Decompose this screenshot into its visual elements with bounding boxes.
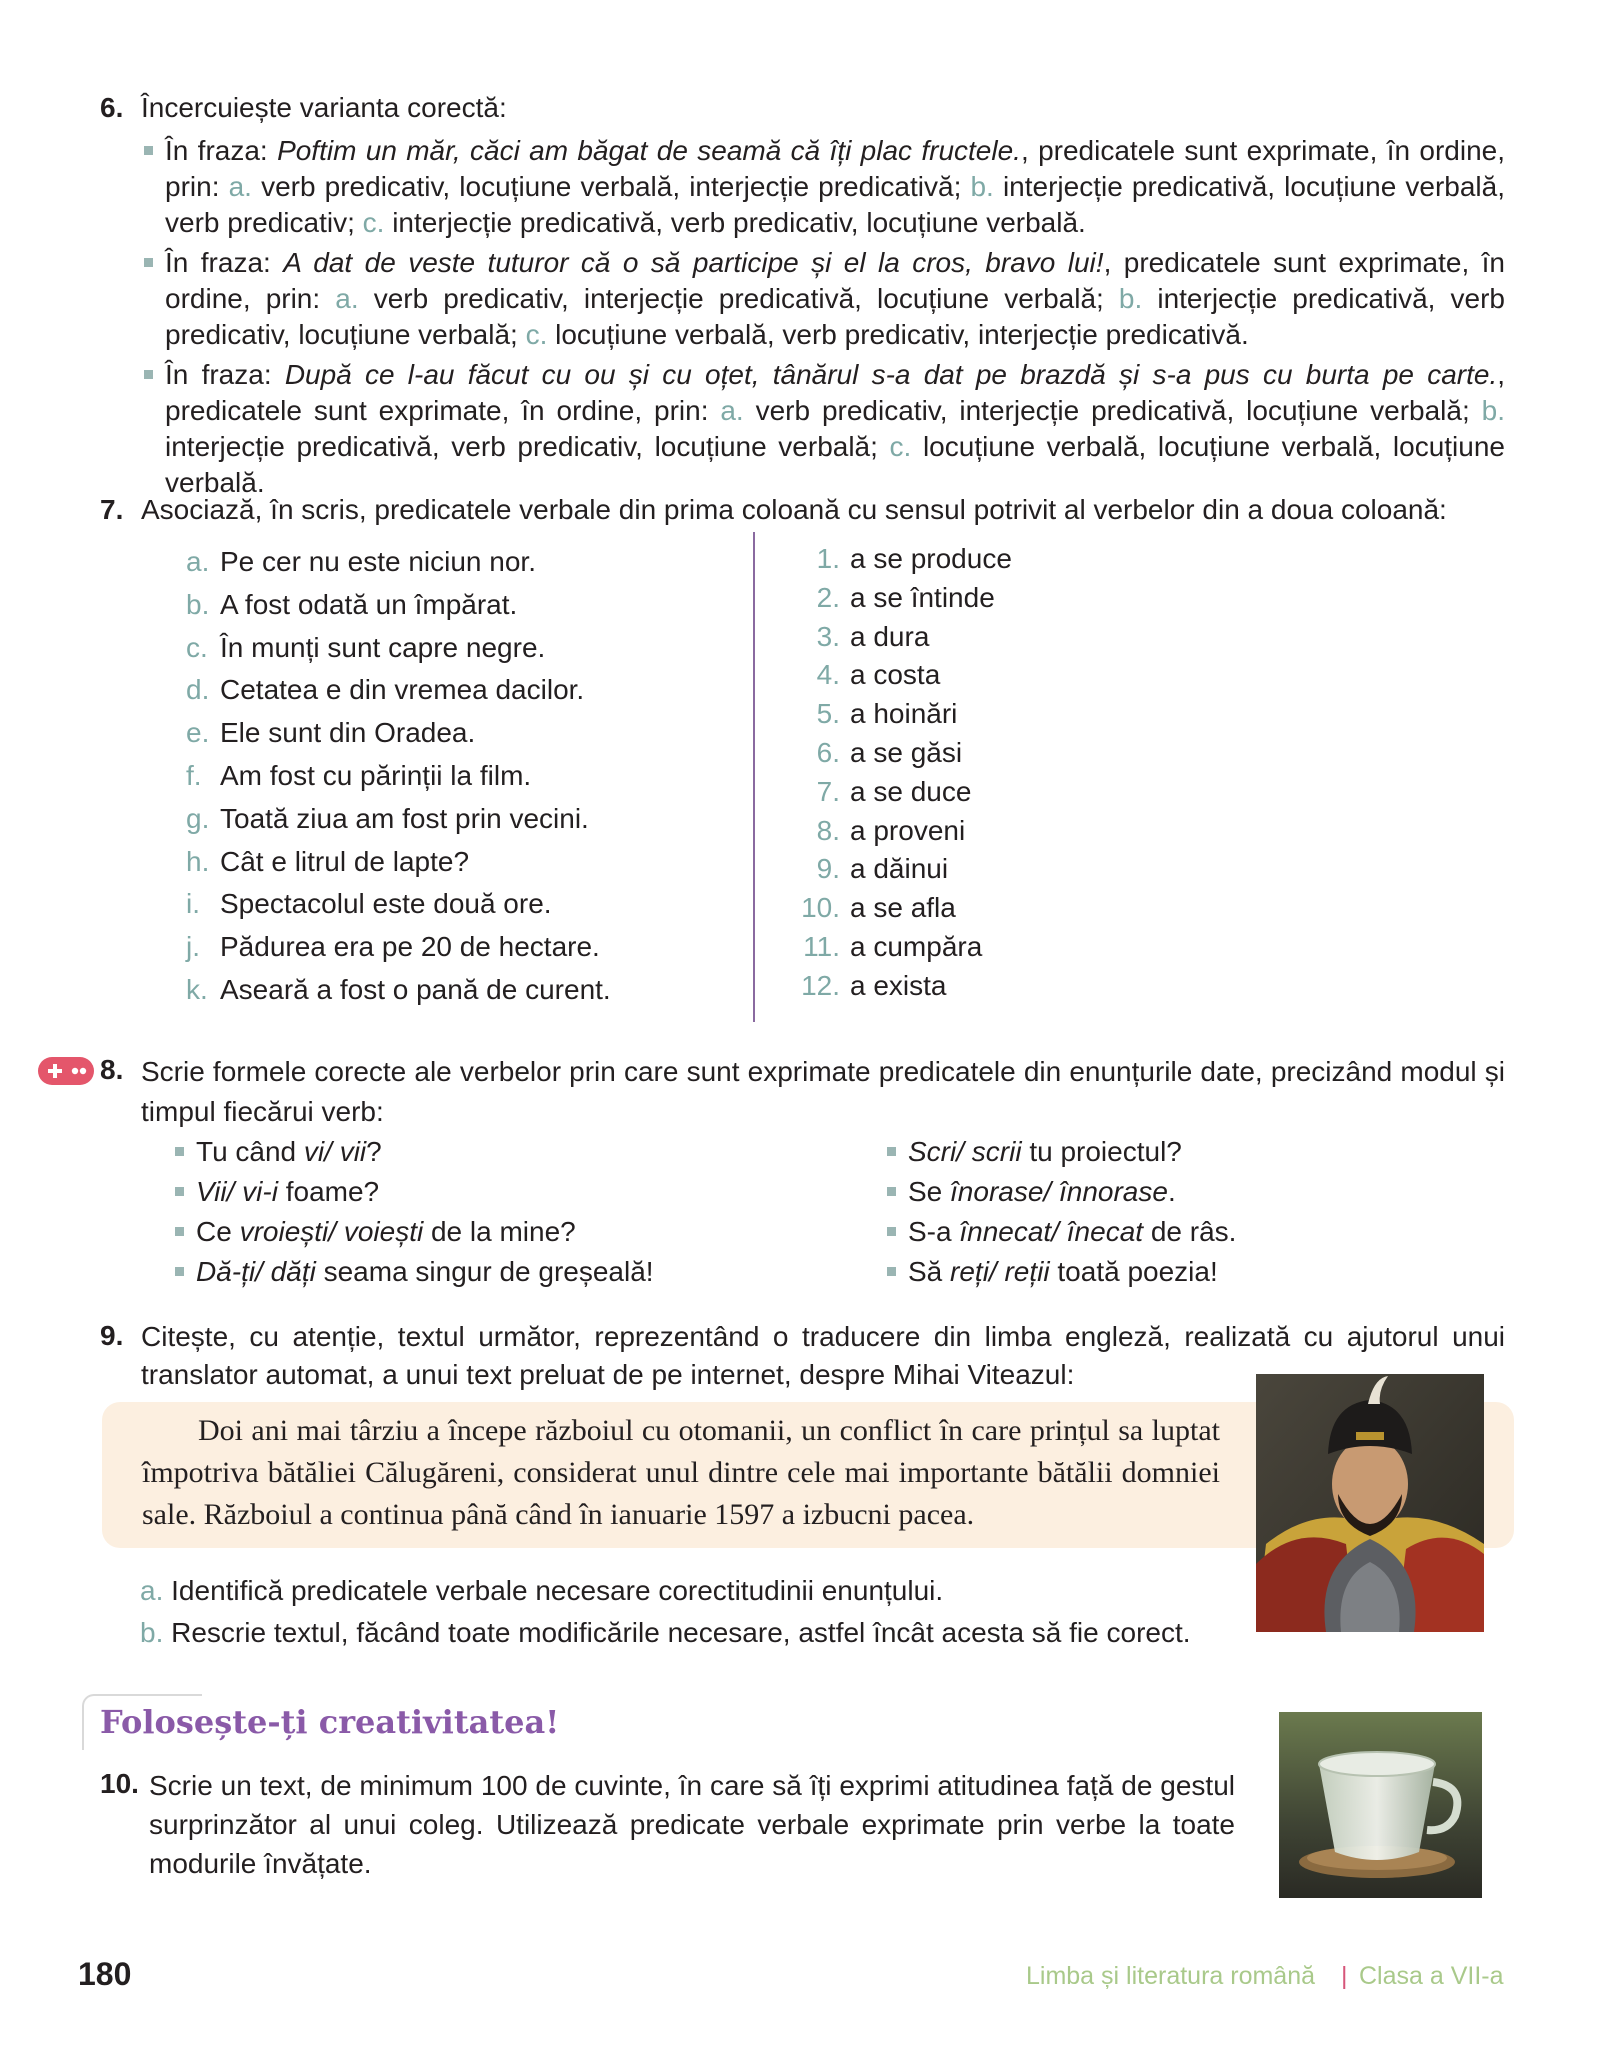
match-left-item: h. Cât e litrul de lapte? bbox=[186, 845, 470, 877]
footer-subject: Limba și literatura română bbox=[1026, 1962, 1316, 1990]
ex6-item-3: În fraza: După ce l-au făcut cu ou și cu oțet, tânărul s-a dat pe brazdă și s-a pus cu burta pe carte., predicatele sunt exprimate, în ordine, prin: a. verb predicativ, interjecție predicativă, locuțiune verbală; b. interjecție predicativă, verb predicativ, locuțiune verbală; c. locuțiune verbală, locuțiune verbală, locuțiune verbală. bbox=[165, 359, 1505, 498]
footer-grade: Clasa a VII-a bbox=[1359, 1962, 1504, 1990]
exercise-number: 10. bbox=[100, 1768, 139, 1799]
exercise-title: Citește, cu atenție, textul următor, reprezentând o traducere din limba engleză, realizată cu ajutorul unui translator automat, a unui text preluat de pe internet, despre Mihai Viteazul: bbox=[141, 1321, 1505, 1390]
bullet-icon bbox=[887, 1227, 896, 1236]
exercise-number: 9. bbox=[100, 1320, 124, 1351]
verb-item: Ce vroiești/ voiești de la mine? bbox=[196, 1216, 576, 1247]
match-left-item: a. Pe cer nu este niciun nor. bbox=[186, 546, 536, 577]
verb-item: Vii/ vi-i foame? bbox=[196, 1176, 380, 1207]
verb-item: Tu când vi/ vii? bbox=[196, 1136, 382, 1167]
verb-item: S-a înnecat/ înecat de râs. bbox=[908, 1216, 1237, 1247]
match-left-item: k. Aseară a fost o pană de curent. bbox=[186, 974, 611, 1005]
match-left-item: g. Toată ziua am fost prin vecini. bbox=[186, 802, 589, 834]
bullet-icon bbox=[175, 1147, 184, 1156]
match-right-item: 6. a se găsi bbox=[816, 737, 963, 768]
match-right-item: 3. a dura bbox=[816, 620, 930, 652]
exercise-number: 6. bbox=[100, 92, 124, 123]
match-left-item: i. Spectacolul este două ore. bbox=[186, 888, 552, 920]
task-a: a. Identifică predicatele verbale necesare corectitudinii enunțului. bbox=[140, 1575, 944, 1606]
bullet-icon bbox=[144, 258, 153, 267]
portrait-image bbox=[1256, 1374, 1484, 1632]
bullet-icon bbox=[887, 1147, 896, 1156]
column-divider bbox=[753, 532, 755, 1022]
match-right-item: 1. a se produce bbox=[816, 543, 1012, 574]
match-right-item: 10. a se afla bbox=[801, 892, 956, 924]
exercise-number: 8. bbox=[100, 1054, 124, 1085]
exercise-title: Asociază, în scris, predicatele verbale din prima coloană cu sensul potrivit al verbelor din a doua coloană: bbox=[141, 494, 1447, 525]
ex6-item-2: În fraza: A dat de veste tuturor că o să participe și el la cros, bravo lui!, predicatele sunt exprimate, în ordine, prin: a. verb predicativ, interjecție predicativă, locuțiune verbală; b. interjecție predicativă, verb predicativ, locuțiune verbală; c. locuțiune verbală, verb predicativ, interjecție predicativă. bbox=[165, 247, 1505, 350]
verb-item: Se înorase/ înnorase. bbox=[908, 1176, 1176, 1207]
match-left-item: j. Pădurea era pe 20 de hectare. bbox=[186, 931, 600, 963]
match-right-item: 12. a exista bbox=[801, 969, 947, 1001]
footer-separator: | bbox=[1341, 1962, 1348, 1990]
verb-item: Dă-ți/ dăți seama singur de greșeală! bbox=[196, 1256, 654, 1287]
bullet-icon bbox=[175, 1187, 184, 1196]
exercise-number: 7. bbox=[100, 494, 124, 525]
bullet-icon bbox=[175, 1267, 184, 1276]
bullet-icon bbox=[144, 146, 153, 155]
match-right-item: 4. a costa bbox=[816, 659, 941, 691]
verb-item: Scri/ scrii tu proiectul? bbox=[908, 1136, 1182, 1167]
exercise-text: Scrie un text, de minimum 100 de cuvinte, în care să îți exprimi atitudinea față de gestul surprinzător al unui coleg. Utilizează predicate verbale exprimate prin verbe la toate modurile învățate. bbox=[149, 1770, 1235, 1879]
match-left-item: f. Am fost cu părinții la film. bbox=[186, 760, 532, 791]
match-right-item: 7. a se duce bbox=[816, 775, 972, 807]
bullet-icon bbox=[144, 370, 153, 379]
page-number: 180 bbox=[78, 1956, 132, 1992]
match-left-item: e. Ele sunt din Oradea. bbox=[186, 717, 476, 749]
gamepad-icon bbox=[38, 1057, 94, 1085]
bullet-icon bbox=[887, 1267, 896, 1276]
section-title: Folosește-ți creativitatea! bbox=[100, 1703, 560, 1741]
match-left-item: c. În munți sunt capre negre. bbox=[186, 631, 546, 663]
quote-text: Doi ani mai târziu a începe războiul cu otomanii, un conflict în care prințul sa luptat împotriva bătăliei Călugăreni, considerat unul dintre cele mai importante bătălii domniei sale. Războiul a continua până când în ianuarie 1597 a izbucni pacea. bbox=[142, 1414, 1220, 1531]
match-right-item: 11. a cumpăra bbox=[803, 931, 983, 962]
bullet-icon bbox=[887, 1187, 896, 1196]
match-right-item: 5. a hoinări bbox=[816, 698, 958, 730]
match-left-item: b. A fost odată un împărat. bbox=[186, 588, 518, 620]
bullet-icon bbox=[175, 1227, 184, 1236]
match-left-item: d. Cetatea e din vremea dacilor. bbox=[186, 674, 585, 706]
match-right-item: 8. a proveni bbox=[816, 814, 966, 846]
verb-item: Să reți/ reții toată poezia! bbox=[908, 1256, 1218, 1287]
glass-cup-image bbox=[1279, 1712, 1482, 1898]
match-right-item: 2. a se întinde bbox=[816, 581, 995, 613]
exercise-title: Scrie formele corecte ale verbelor prin care sunt exprimate predicatele din enunțurile date, precizând modul și timpul fiecărui verb: bbox=[141, 1056, 1505, 1127]
exercise-title: Încercuiește varianta corectă: bbox=[141, 92, 507, 123]
task-b: b. Rescrie textul, făcând toate modificările necesare, astfel încât acesta să fie corect. bbox=[140, 1617, 1191, 1648]
ex6-item-1: În fraza: Poftim un măr, căci am băgat de seamă că îți plac fructele., predicatele sunt exprimate, în ordine, prin: a. verb predicativ, locuțiune verbală, interjecție predicativă; b. interjecție predicativă, locuțiune verbală, verb predicativ; c. interjecție predicativă, verb predicativ, locuțiune verbală. bbox=[165, 135, 1506, 238]
match-right-item: 9. a dăinui bbox=[816, 853, 949, 885]
